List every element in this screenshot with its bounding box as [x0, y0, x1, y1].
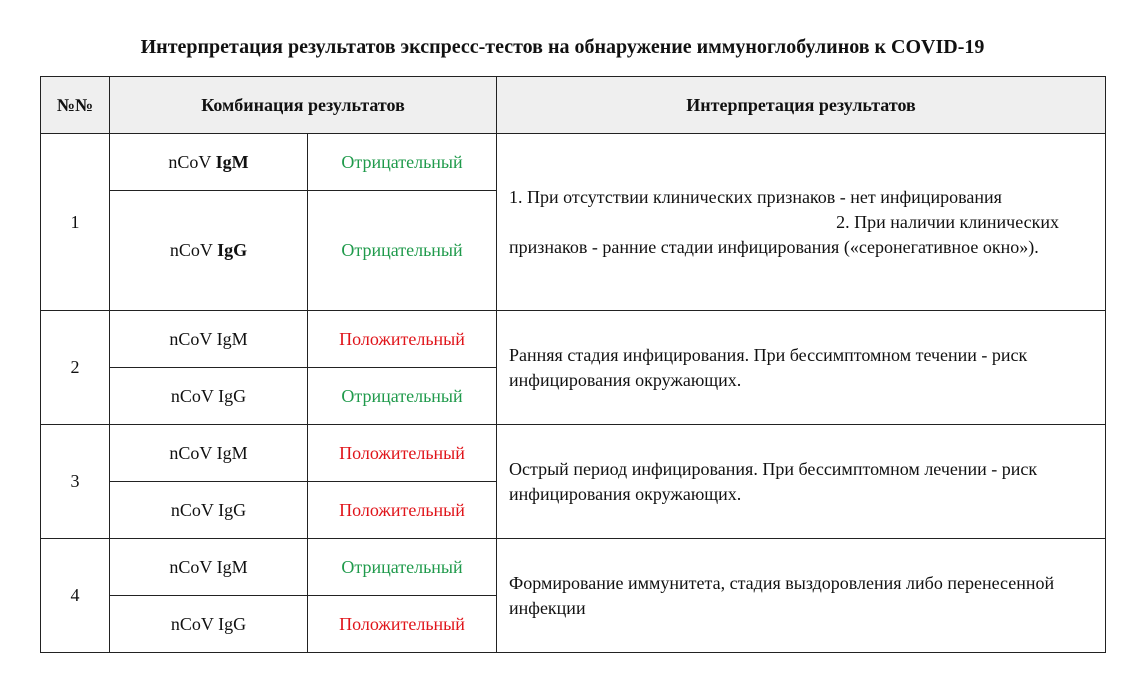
header-number: №№: [41, 77, 110, 134]
result-igg: Отрицательный: [308, 191, 497, 311]
table-row: [41, 539, 1106, 596]
interpretation-part-3: признаков - ранние стадии инфицирования («серонегативное окно»).: [509, 236, 1039, 257]
interpretation-cell: Острый период инфицирования. При бессимптомном лечении - риск инфицирования окружающих.: [497, 425, 1106, 539]
header-interpretation: Интерпретация результатов: [497, 77, 1106, 134]
table-row: [41, 134, 1106, 191]
marker-igm: nCoV IgM: [110, 539, 308, 596]
marker-igm: nCoV IgM: [110, 425, 308, 482]
header-combination: Комбинация результатов: [110, 77, 497, 134]
document-title: Интерпретация результатов экспресс-тестов на обнаружение иммуноглобулинов к COVID-19: [140, 36, 985, 58]
marker-igg: [110, 191, 308, 311]
table-header-row: [41, 77, 1106, 134]
result-igm: Положительный: [308, 311, 497, 368]
interpretation-part-2: 2. При наличии клинических: [836, 211, 1060, 232]
interpretation-cell: Ранняя стадия инфицирования. При бессимптомном течении - риск инфицирования окружающих.: [497, 311, 1106, 425]
marker-code: IgM: [215, 151, 249, 172]
marker-igm: [110, 134, 308, 191]
marker-igg: nCoV IgG: [110, 482, 308, 539]
row-number: 1: [41, 134, 110, 311]
table-row: [41, 425, 1106, 482]
result-igm: Положительный: [308, 425, 497, 482]
row-number: 3: [41, 425, 110, 539]
results-table: [40, 76, 1106, 653]
result-igg: Отрицательный: [308, 368, 497, 425]
marker-igg: nCoV IgG: [110, 596, 308, 653]
marker-igg: nCoV IgG: [110, 368, 308, 425]
interpretation-part-1: 1. При отсутствии клинических признаков - нет инфицирования: [509, 186, 1002, 207]
result-igg: Положительный: [308, 482, 497, 539]
marker-code: IgG: [217, 240, 248, 260]
marker-prefix: nCoV: [169, 240, 218, 260]
interpretation-cell: Формирование иммунитета, стадия выздоровления либо перенесенной инфекции: [497, 539, 1106, 653]
row-number: 2: [41, 311, 110, 425]
row-number: 4: [41, 539, 110, 653]
result-igm: Отрицательный: [308, 134, 497, 191]
interpretation-cell: [497, 134, 1106, 311]
marker-prefix: nCoV: [168, 151, 216, 172]
marker-igm: nCoV IgM: [110, 311, 308, 368]
table-row: [41, 311, 1106, 368]
result-igg: Положительный: [308, 596, 497, 653]
result-igm: Отрицательный: [308, 539, 497, 596]
